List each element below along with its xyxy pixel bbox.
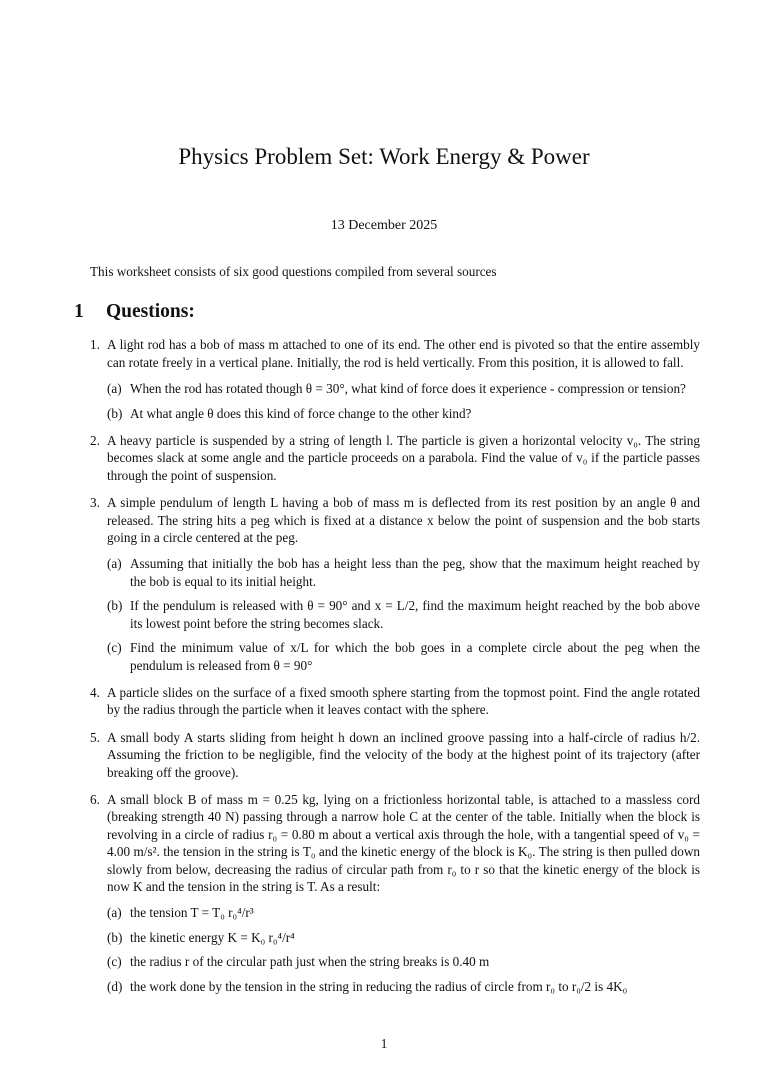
sub-question-text: When the rod has rotated though θ = 30°, what kind of force does it experience - compression or tension? xyxy=(130,381,686,397)
section-number: 1 xyxy=(74,301,84,323)
sub-question-text: the radius r of the circular path just when the string breaks is 0.40 m xyxy=(130,954,490,970)
sub-question-text: If the pendulum is released with θ = 90° and x = L/2, find the maximum height reached by the bob above its lowest point before the string becomes slack. xyxy=(130,598,700,631)
question-number: 1. xyxy=(90,337,100,353)
sub-question-text: At what angle θ does this kind of force change to the other kind? xyxy=(130,405,472,421)
page-number: 1 xyxy=(380,1036,388,1051)
question-item xyxy=(90,729,700,781)
question-number: 6. xyxy=(90,791,100,807)
sub-question-label: (c) xyxy=(107,640,122,656)
document-title: Physics Problem Set: Work Energy & Power xyxy=(178,144,590,169)
sub-question-text: the work done by the tension in the string in reducing the radius of circle from r₀ to r₀/2 is 4K₀ xyxy=(130,978,628,994)
question-number: 2. xyxy=(90,433,100,449)
document-date: 13 December 2025 xyxy=(330,218,438,233)
sub-question-label: (b) xyxy=(107,598,123,614)
question-item xyxy=(90,684,700,719)
question-text: A heavy particle is suspended by a string of length l. The particle is given a horizontal velocity v₀. The string becomes slack at some angle and the particle proceeds on a parabola. Find the value of v₀ if the particle passes through the point of suspension. xyxy=(107,433,700,483)
question-text: A particle slides on the surface of a fixed smooth sphere starting from the topmost point. Find the angle rotated by the radius through the particle when it leaves contact with the sphere. xyxy=(107,684,700,718)
sub-question xyxy=(107,405,700,422)
sub-question-text: the kinetic energy K = K₀ r₀⁴/r⁴ xyxy=(130,929,295,945)
section-title: Questions: xyxy=(106,301,195,323)
sub-question-label: (b) xyxy=(107,929,123,945)
sub-question xyxy=(107,978,700,995)
sub-question-text: Find the minimum value of x/L for which the bob goes in a complete circle about the peg when the pendulum is released from θ = 90° xyxy=(130,640,700,673)
sub-question xyxy=(107,953,700,970)
sub-question xyxy=(107,904,700,921)
sub-question-list xyxy=(107,380,700,422)
sub-question-label: (a) xyxy=(107,381,122,397)
question-text: A small block B of mass m = 0.25 kg, lying on a frictionless horizontal table, is attached to a massless cord (breaking strength 40 N) passing through a narrow hole C at the center of the table. Initially when the block is revolving in a circle of radius r₀ = 0.80 m about a vertical axis through the hole, with a tangential speed of v₀ = 4.00 m/s². the tension in the string is T₀ and the kinetic energy of the block is K₀. The string is then pulled down slowly from below, decreasing the radius of circular path from r₀ to r so that the kinetic energy of the block is now K and the tension in the string is T. As a result: xyxy=(107,791,700,894)
sub-question xyxy=(107,929,700,946)
question-number: 4. xyxy=(90,684,100,700)
question-item xyxy=(90,432,700,484)
question-number: 5. xyxy=(90,729,100,745)
sub-question-label: (a) xyxy=(107,905,122,921)
sub-question-label: (a) xyxy=(107,556,122,572)
question-text: A small body A starts sliding from height h down an inclined groove passing into a half-circle of radius h/2. Assuming the friction to be negligible, find the velocity of the body at the highest point of its trajectory (after breaking off the groove). xyxy=(107,729,700,780)
sub-question-list xyxy=(107,555,700,673)
question-list xyxy=(90,336,700,995)
question-item xyxy=(90,791,700,995)
section-heading xyxy=(74,300,700,324)
question-item xyxy=(90,336,700,422)
sub-question xyxy=(107,555,700,590)
question-text: A simple pendulum of length L having a bob of mass m is deflected from its rest position by an angle θ and released. The string hits a peg which is fixed at a distance x below the point of suspension and the bob starts going in a circle centered at the peg. xyxy=(107,495,700,546)
sub-question-label: (d) xyxy=(107,978,123,994)
sub-question xyxy=(107,380,700,397)
sub-question xyxy=(107,639,700,674)
sub-question-text: Assuming that initially the bob has a height less than the peg, show that the maximum height reached by the bob is equal to its initial height. xyxy=(130,556,700,589)
sub-question-text: the tension T = T₀ r₀⁴/r³ xyxy=(130,905,254,921)
question-item xyxy=(90,494,700,674)
sub-question-label: (c) xyxy=(107,954,122,970)
question-text: A light rod has a bob of mass m attached to one of its end. The other end is pivoted so that the entire assembly can rotate freely in a vertical plane. Initially, the rod is held vertically. From this position, it is allowed to fall. xyxy=(107,337,700,370)
sub-question xyxy=(107,597,700,632)
sub-question-list xyxy=(107,904,700,995)
intro-text: This worksheet consists of six good questions compiled from several sources xyxy=(90,264,497,279)
sub-question-label: (b) xyxy=(107,405,123,421)
question-number: 3. xyxy=(90,495,100,511)
